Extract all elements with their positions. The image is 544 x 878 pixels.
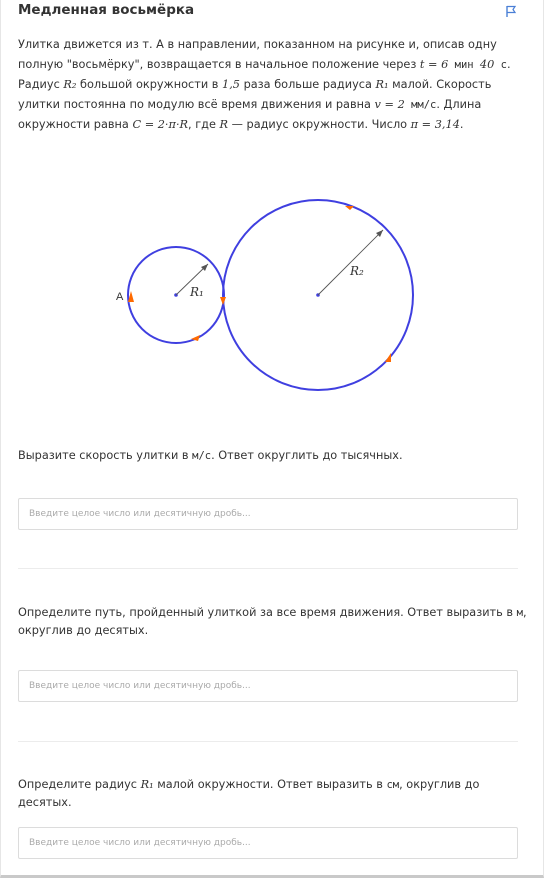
- problem-text: Улитка движется из т. A в направлении, показанном на рисунке и, описав одну полную "восьмёрку", возвращается в начальное положение через t = 6 мин 40 с. Радиус R₂ большой окружности в 1,5 раза больше радиуса R₁ малой. Скорость улитки постоянна по модулю всё время движения и равна v = 2 мм/с. Длина окружности равна C = 2·π·R, где R — радиус окружности. Число π = 3,14.: [18, 38, 511, 132]
- arrow-junction: [220, 297, 226, 305]
- answer-input-2[interactable]: [18, 670, 518, 702]
- figure-eight-diagram: [106, 196, 426, 396]
- question-2: Определите путь, пройденный улиткой за все время движения. Ответ выразить в м, округлив до десятых.: [18, 606, 527, 637]
- question-3: Определите радиус R₁ малой окружности. Ответ выразить в см, округлив до десятых.: [18, 778, 480, 809]
- arrow-large-top: [345, 206, 354, 210]
- label-r2: R₂: [350, 264, 364, 278]
- point-a-label: A: [116, 291, 124, 303]
- divider: [18, 741, 518, 742]
- flag-icon[interactable]: [505, 5, 517, 18]
- radius-r2: [318, 230, 383, 295]
- answer-input-3[interactable]: [18, 827, 518, 859]
- task-title: Медленная восьмёрка: [18, 2, 195, 18]
- answer-input-1[interactable]: [18, 498, 518, 530]
- label-r1: R₁: [190, 285, 204, 299]
- divider: [18, 568, 518, 569]
- question-1: Выразите скорость улитки в м/с. Ответ округлить до тысячных.: [18, 449, 403, 462]
